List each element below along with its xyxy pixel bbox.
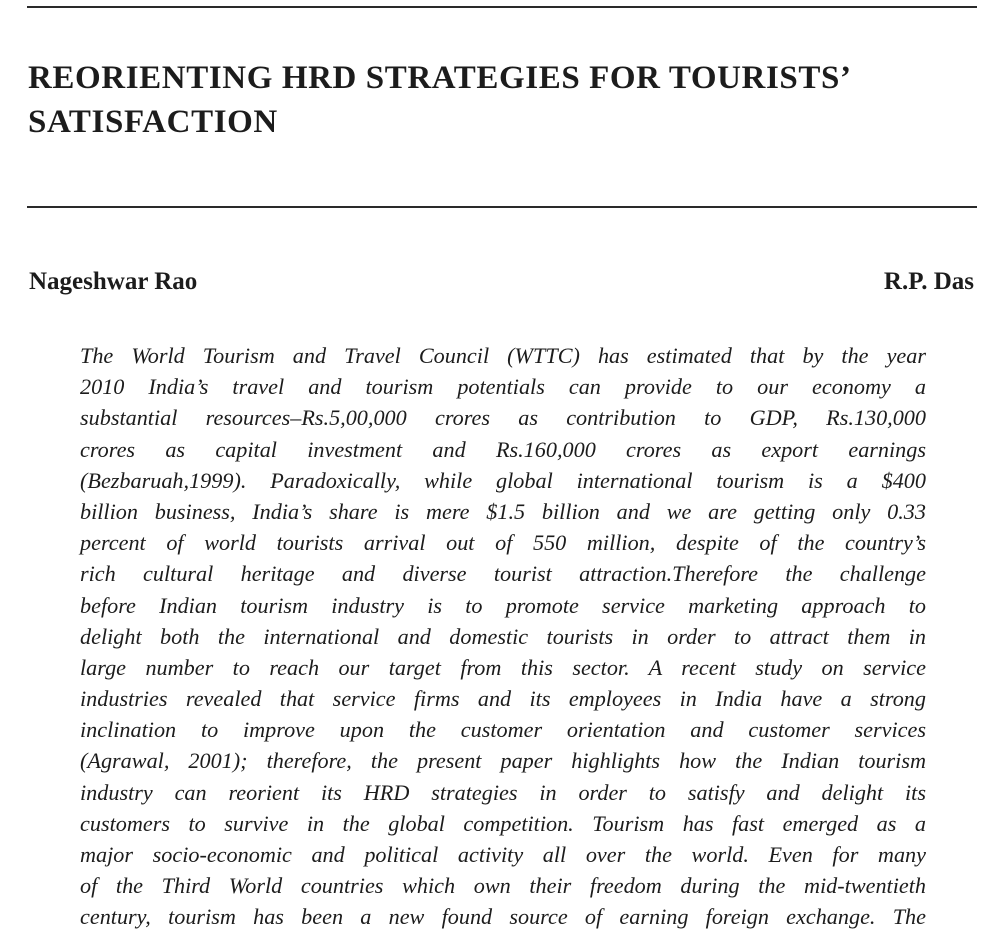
abstract-line: crores as capital investment and Rs.160,000 crores as export earnings	[80, 436, 926, 462]
abstract-line: billion business, India’s share is mere $1.5 billion and we are getting only 0.33	[80, 498, 926, 524]
abstract-text	[80, 340, 926, 933]
abstract-line: inclination to improve upon the customer orientation and customer services	[80, 717, 926, 743]
title-bottom-rule	[27, 206, 977, 208]
abstract-line: substantial resources–Rs.5,00,000 crores as contribution to GDP, Rs.130,000	[80, 405, 926, 431]
title-line: REORIENTING HRD STRATEGIES FOR TOURISTS’	[28, 60, 852, 96]
author-name: R.P. Das	[883, 268, 974, 295]
abstract-line: of the Third World countries which own their freedom during the mid-twentieth	[80, 873, 926, 899]
abstract-line: century, tourism has been a new found source of earning foreign exchange. The	[80, 904, 926, 930]
abstract-line: rich cultural heritage and diverse tourist attraction.Therefore the challenge	[80, 561, 926, 587]
abstract-line: The World Tourism and Travel Council (WTTC) has estimated that by the year	[80, 343, 926, 368]
abstract-line: (Bezbaruah,1999). Paradoxically, while global international tourism is a $400	[80, 467, 926, 493]
author-name: Nageshwar Rao	[29, 268, 198, 295]
abstract-line: customers to survive in the global competition. Tourism has fast emerged as a	[80, 810, 926, 836]
abstract-line: industry can reorient its HRD strategies in order to satisfy and delight its	[80, 779, 926, 805]
top-rule	[27, 6, 977, 8]
abstract-line: major socio-economic and political activity all over the world. Even for many	[80, 842, 926, 867]
paper-title	[28, 56, 988, 144]
abstract-line: industries revealed that service firms and its employees in India have a strong	[80, 686, 926, 712]
abstract-line: percent of world tourists arrival out of 550 million, despite of the country’s	[80, 530, 926, 556]
abstract-line: 2010 India’s travel and tourism potentials can provide to our economy a	[80, 374, 926, 400]
abstract-line: large number to reach our target from this sector. A recent study on service	[80, 654, 926, 680]
title-line: SATISFACTION	[28, 104, 278, 140]
abstract-line: delight both the international and domestic tourists in order to attract them in	[80, 623, 926, 649]
abstract-line: before Indian tourism industry is to promote service marketing approach to	[80, 592, 926, 618]
abstract-line: (Agrawal, 2001); therefore, the present paper highlights how the Indian tourism	[80, 748, 926, 774]
